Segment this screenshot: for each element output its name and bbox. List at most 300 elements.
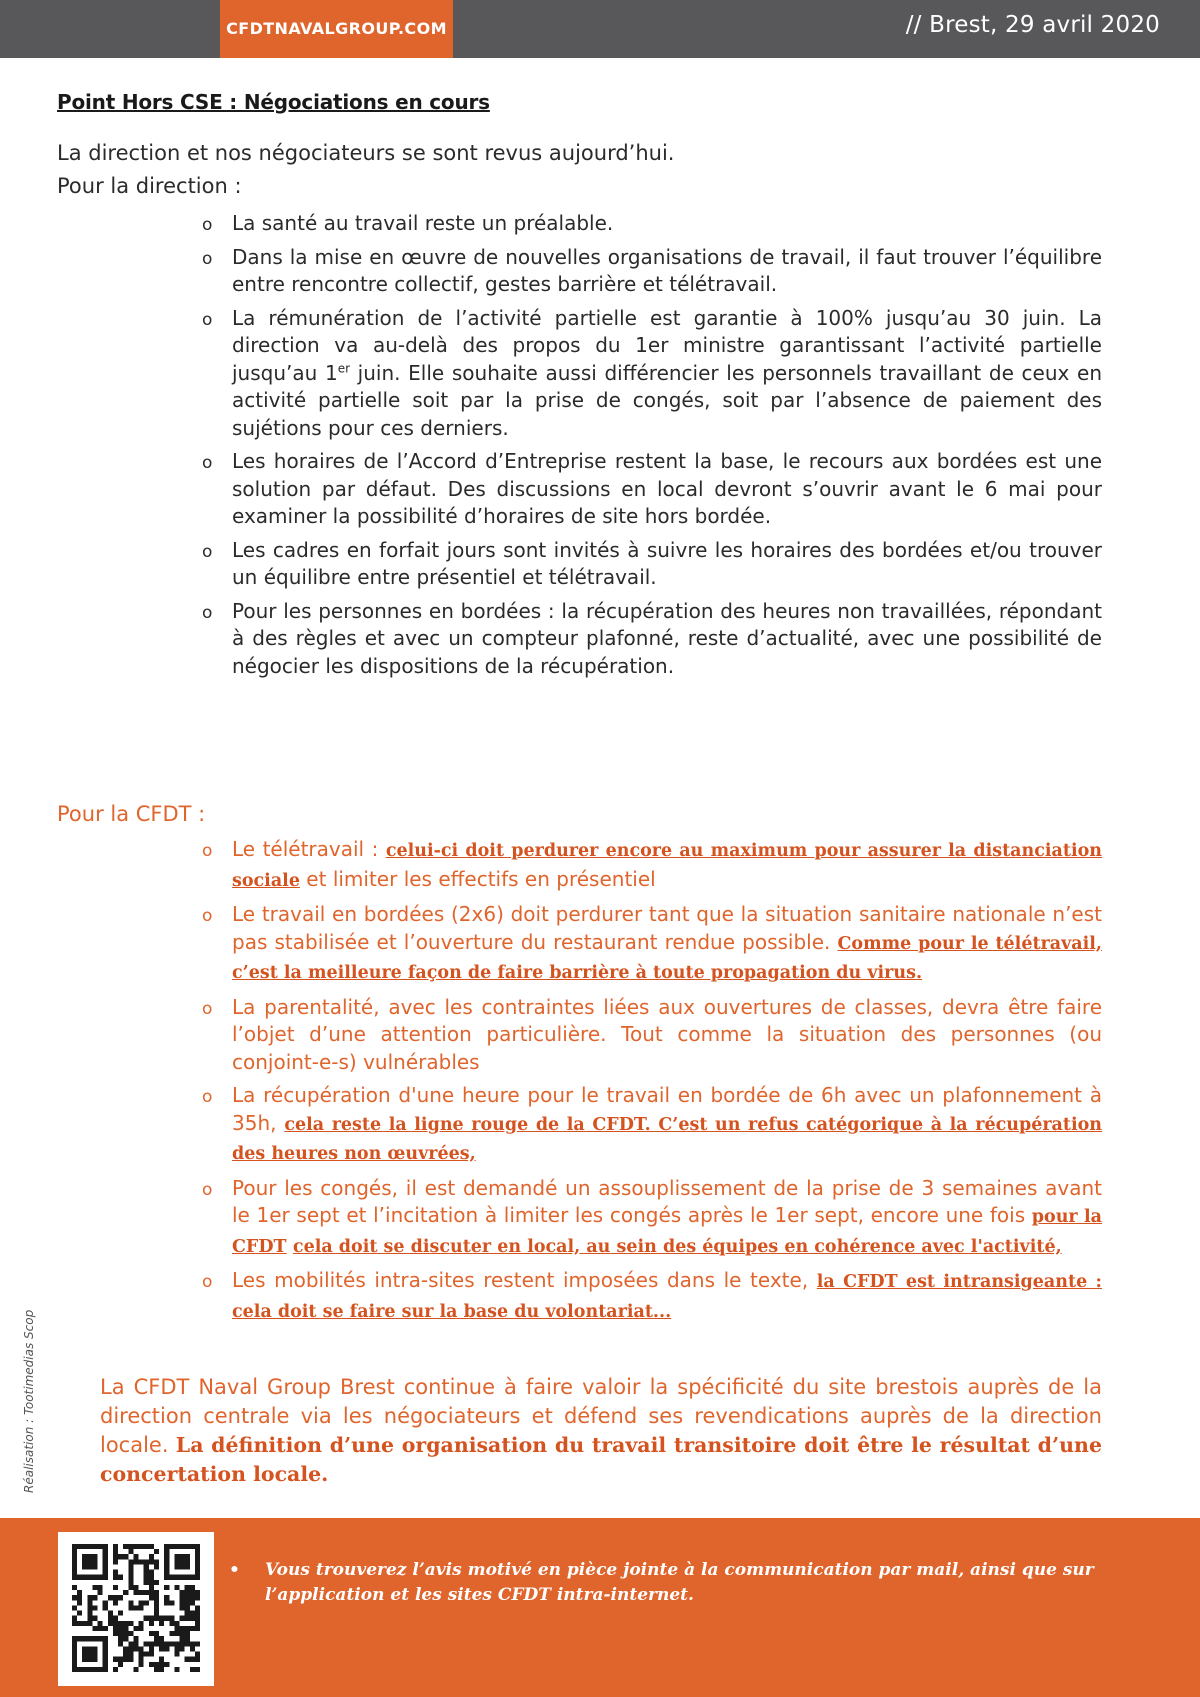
qr-module <box>169 1600 174 1605</box>
qr-module <box>164 1600 169 1605</box>
qr-module <box>159 1657 164 1662</box>
qr-module <box>118 1631 123 1636</box>
footer-band <box>0 1518 1200 1697</box>
circle-bullet-icon: o <box>202 841 213 861</box>
qr-module <box>103 1564 108 1569</box>
qr-module <box>72 1575 77 1580</box>
qr-module <box>164 1595 169 1600</box>
qr-module <box>123 1621 128 1626</box>
conclusion-paragraph: La CFDT Naval Group Brest continue à faire valoir la spécificité du site brestois auprès de la direction centrale via les négociateurs et défend ses revendications auprès de la direction locale. La définition d’une organisation du travail transitoire doit être le résultat d’une concertation locale. <box>100 1375 1103 1486</box>
qr-module <box>195 1641 200 1646</box>
qr-module <box>98 1626 103 1631</box>
list-item: o Les mobilités intra-sites restent imposées dans le texte, la CFDT est intransigeante : cela doit se faire sur la base du volontariat... <box>202 1268 1102 1322</box>
qr-module <box>185 1631 190 1636</box>
qr-module <box>108 1595 113 1600</box>
qr-module <box>87 1600 92 1605</box>
qr-module <box>113 1549 118 1554</box>
qr-module <box>123 1657 128 1662</box>
qr-module <box>190 1600 195 1605</box>
qr-module <box>82 1564 87 1569</box>
qr-module <box>195 1554 200 1559</box>
qr-module <box>139 1605 144 1610</box>
qr-module <box>128 1600 133 1605</box>
list-item: o Dans la mise en œuvre de nouvelles organisations de travail, il faut trouver l’équilibre entre rencontre collectif, gestes barrière et télétravail. <box>202 244 1102 296</box>
qr-module <box>92 1657 97 1662</box>
qr-module <box>133 1636 138 1641</box>
qr-module <box>195 1549 200 1554</box>
list-item: o Le télétravail : celui-ci doit perdurer encore au maximum pour assurer la distanciation sociale et limiter les effectifs en présentiel <box>202 837 1102 891</box>
qr-module <box>180 1646 185 1651</box>
qr-module <box>118 1662 123 1667</box>
qr-module <box>133 1590 138 1595</box>
qr-module <box>72 1544 77 1549</box>
qr-module <box>195 1657 200 1662</box>
list-item: o Pour les personnes en bordées : la récupération des heures non travaillées, répondant à des règles et avec un compteur plafonné, reste d’actualité, avec une possibilité de négocier les dispositions de la récupération. <box>202 598 1102 678</box>
qr-module <box>185 1564 190 1569</box>
qr-module <box>87 1554 92 1559</box>
qr-module <box>82 1554 87 1559</box>
qr-module <box>133 1559 138 1564</box>
qr-module <box>133 1554 138 1559</box>
qr-module <box>164 1585 169 1590</box>
qr-module <box>164 1544 169 1549</box>
qr-module <box>92 1564 97 1569</box>
qr-module <box>154 1580 159 1585</box>
qr-module <box>82 1667 87 1672</box>
qr-module <box>87 1667 92 1672</box>
qr-module <box>72 1662 77 1667</box>
qr-module <box>174 1554 179 1559</box>
qr-module <box>77 1595 82 1600</box>
qr-module <box>87 1657 92 1662</box>
qr-module <box>149 1570 154 1575</box>
qr-module <box>77 1636 82 1641</box>
qr-module <box>92 1636 97 1641</box>
circle-bullet-icon: o <box>202 1179 213 1200</box>
qr-module <box>185 1626 190 1631</box>
qr-module <box>195 1544 200 1549</box>
qr-module <box>190 1575 195 1580</box>
qr-module <box>144 1616 149 1621</box>
qr-module <box>195 1621 200 1626</box>
list-item: o Les horaires de l’Accord d’Entreprise restent la base, le recours aux bordées est une solution par défaut. Des discussions en local devront s’ouvrir avant le 6 mai pour examiner la possibilité d’horaires de site hors bordée. <box>202 449 1102 528</box>
production-credit: Réalisation : Tootimedias Scop <box>22 1309 36 1493</box>
qr-module <box>87 1595 92 1600</box>
qr-module <box>144 1570 149 1575</box>
qr-module <box>128 1549 133 1554</box>
qr-module <box>87 1564 92 1569</box>
qr-module <box>180 1590 185 1595</box>
page-title: Point Hors CSE : Négociations en cours <box>57 90 490 114</box>
qr-module <box>72 1667 77 1672</box>
qr-module <box>118 1554 123 1559</box>
list-item: o Les cadres en forfait jours sont invités à suivre les horaires des bordées et/ou trouver un équilibre entre présentiel et télétravail. <box>202 537 1102 589</box>
qr-module <box>128 1605 133 1610</box>
qr-module <box>92 1559 97 1564</box>
qr-module <box>92 1652 97 1657</box>
qr-module <box>98 1585 103 1590</box>
qr-module <box>144 1600 149 1605</box>
qr-module <box>149 1616 154 1621</box>
qr-module <box>113 1621 118 1626</box>
qr-module <box>149 1641 154 1646</box>
qr-module <box>123 1626 128 1631</box>
qr-module <box>154 1600 159 1605</box>
qr-module <box>108 1621 113 1626</box>
circle-bullet-icon: o <box>202 309 213 330</box>
qr-module <box>113 1559 118 1564</box>
qr-module <box>128 1575 133 1580</box>
qr-module <box>92 1585 97 1590</box>
qr-module <box>190 1590 195 1595</box>
qr-module <box>190 1595 195 1600</box>
qr-module <box>123 1652 128 1657</box>
qr-module <box>82 1621 87 1626</box>
qr-module <box>164 1662 169 1667</box>
qr-module <box>180 1575 185 1580</box>
qr-module <box>185 1554 190 1559</box>
qr-module <box>174 1667 179 1672</box>
qr-module <box>82 1636 87 1641</box>
qr-module <box>113 1631 118 1636</box>
qr-module <box>149 1621 154 1626</box>
qr-module <box>87 1652 92 1657</box>
qr-module <box>149 1631 154 1636</box>
qr-module <box>77 1667 82 1672</box>
qr-module <box>180 1544 185 1549</box>
qr-module <box>185 1616 190 1621</box>
qr-module <box>195 1575 200 1580</box>
qr-module <box>113 1657 118 1662</box>
qr-module <box>174 1626 179 1631</box>
qr-module <box>103 1657 108 1662</box>
qr-module <box>190 1626 195 1631</box>
qr-module <box>103 1605 108 1610</box>
qr-module <box>185 1605 190 1610</box>
qr-module <box>118 1626 123 1631</box>
qr-module <box>87 1646 92 1651</box>
qr-module <box>164 1646 169 1651</box>
qr-module <box>72 1641 77 1646</box>
circle-bullet-icon: o <box>202 453 213 473</box>
qr-module <box>118 1595 123 1600</box>
qr-module <box>92 1595 97 1600</box>
qr-module <box>169 1544 174 1549</box>
qr-module <box>159 1646 164 1651</box>
qr-module <box>154 1662 159 1667</box>
qr-module <box>103 1662 108 1667</box>
qr-module <box>149 1559 154 1564</box>
list-item: o La récupération d'une heure pour le travail en bordée de 6h avec un plafonnement à 35h, cela reste la ligne rouge de la CFDT. C’est un refus catégorique à la récupération des heures non œuvrées, <box>202 1083 1103 1164</box>
qr-module <box>149 1590 154 1595</box>
qr-module <box>113 1554 118 1559</box>
qr-module <box>72 1554 77 1559</box>
circle-bullet-icon: o <box>202 602 213 623</box>
list-item: o Le travail en bordées (2x6) doit perdurer tant que la situation sanitaire nationale n’est pas stabilisée et l’ouverture du restaurant rendue possible. Comme pour le télétravail, c’est la meilleure façon de faire barrière à toute propagation du virus. <box>202 902 1102 983</box>
qr-module <box>77 1621 82 1626</box>
qr-module <box>82 1544 87 1549</box>
qr-module <box>154 1590 159 1595</box>
qr-module <box>164 1570 169 1575</box>
list-item: o La parentalité, avec les contraintes liées aux ouvertures de classes, devra être faire l’objet d’une attention particulière. Tout comme la situation des personnes (ou conjoint-e-s) vulnérables <box>202 994 1102 1074</box>
list-item: o La rémunération de l’activité partielle est garantie à 100% jusqu’au 30 juin. La direction va au-delà des propos du 1er ministre garantissant l’activité partielle jusqu’au 1er juin. Elle souhaite aussi différencier les personnels travaillant de ceux en activité partielle soit par la prise de congés, soit par l’absence de paiement des sujétions pour ces derniers. <box>202 305 1102 440</box>
qr-module <box>77 1611 82 1616</box>
qr-module <box>113 1575 118 1580</box>
qr-module <box>149 1580 154 1585</box>
intro-line: La direction et nos négociateurs se sont revus aujourd’hui. <box>57 141 675 165</box>
qr-module <box>92 1605 97 1610</box>
qr-module <box>149 1652 154 1657</box>
qr-module <box>72 1559 77 1564</box>
qr-module <box>180 1554 185 1559</box>
qr-code-graphic <box>72 1544 200 1672</box>
qr-module <box>72 1621 77 1626</box>
qr-module <box>103 1549 108 1554</box>
qr-module <box>185 1590 190 1595</box>
qr-module <box>133 1605 138 1610</box>
qr-module <box>72 1595 77 1600</box>
qr-module <box>82 1575 87 1580</box>
circle-bullet-icon: o <box>202 1087 213 1107</box>
qr-module <box>133 1585 138 1590</box>
qr-module <box>87 1605 92 1610</box>
qr-module <box>149 1554 154 1559</box>
qr-module <box>108 1616 113 1621</box>
qr-module <box>98 1667 103 1672</box>
qr-module <box>159 1616 164 1621</box>
qr-module <box>180 1626 185 1631</box>
qr-module <box>169 1575 174 1580</box>
qr-module <box>82 1652 87 1657</box>
qr-module <box>72 1605 77 1610</box>
qr-module <box>144 1544 149 1549</box>
qr-module <box>87 1616 92 1621</box>
qr-module <box>164 1554 169 1559</box>
qr-module <box>159 1641 164 1646</box>
qr-module <box>92 1616 97 1621</box>
qr-module <box>103 1559 108 1564</box>
qr-module <box>103 1636 108 1641</box>
qr-module <box>113 1595 118 1600</box>
qr-module <box>77 1575 82 1580</box>
qr-module <box>174 1646 179 1651</box>
qr-module <box>72 1616 77 1621</box>
qr-module <box>154 1631 159 1636</box>
qr-module <box>108 1611 113 1616</box>
qr-module <box>174 1631 179 1636</box>
qr-module <box>149 1575 154 1580</box>
qr-module <box>195 1667 200 1672</box>
qr-module <box>118 1636 123 1641</box>
qr-module <box>154 1636 159 1641</box>
qr-module <box>72 1585 77 1590</box>
qr-module <box>174 1652 179 1657</box>
qr-module <box>92 1626 97 1631</box>
qr-module <box>133 1544 138 1549</box>
qr-module <box>133 1641 138 1646</box>
qr-module <box>82 1657 87 1662</box>
qr-module <box>159 1621 164 1626</box>
qr-module <box>154 1564 159 1569</box>
qr-module <box>195 1605 200 1610</box>
qr-module <box>195 1652 200 1657</box>
qr-module <box>180 1641 185 1646</box>
qr-module <box>195 1564 200 1569</box>
qr-module <box>159 1636 164 1641</box>
qr-module <box>103 1575 108 1580</box>
qr-module <box>159 1662 164 1667</box>
qr-module <box>103 1641 108 1646</box>
qr-module <box>139 1646 144 1651</box>
qr-module <box>164 1641 169 1646</box>
qr-module <box>98 1621 103 1626</box>
qr-module <box>190 1611 195 1616</box>
qr-module <box>190 1544 195 1549</box>
qr-module <box>139 1662 144 1667</box>
qr-module <box>180 1605 185 1610</box>
qr-module <box>72 1564 77 1569</box>
footer-note-list <box>229 1558 1105 1608</box>
qr-module <box>185 1611 190 1616</box>
qr-module <box>87 1544 92 1549</box>
qr-module <box>185 1585 190 1590</box>
qr-module <box>180 1595 185 1600</box>
qr-module <box>195 1595 200 1600</box>
qr-module <box>139 1652 144 1657</box>
qr-module <box>180 1631 185 1636</box>
qr-module <box>87 1575 92 1580</box>
qr-module <box>139 1600 144 1605</box>
qr-module <box>118 1657 123 1662</box>
qr-module <box>92 1554 97 1559</box>
qr-module <box>92 1575 97 1580</box>
qr-module <box>72 1652 77 1657</box>
qr-module <box>185 1636 190 1641</box>
cfdt-list <box>202 836 1103 1332</box>
dateline: // Brest, 29 avril 2020 <box>905 12 1160 38</box>
qr-module <box>123 1554 128 1559</box>
qr-module <box>159 1667 164 1672</box>
qr-module <box>118 1575 123 1580</box>
qr-module <box>139 1657 144 1662</box>
circle-bullet-icon: o <box>202 1272 213 1292</box>
qr-module <box>128 1544 133 1549</box>
qr-module <box>113 1585 118 1590</box>
qr-module <box>103 1600 108 1605</box>
qr-module <box>164 1549 169 1554</box>
qr-module <box>98 1590 103 1595</box>
qr-module <box>87 1621 92 1626</box>
qr-module <box>154 1559 159 1564</box>
qr-module <box>164 1616 169 1621</box>
qr-module <box>190 1641 195 1646</box>
qr-module <box>139 1544 144 1549</box>
qr-module <box>185 1657 190 1662</box>
qr-module <box>139 1590 144 1595</box>
qr-code-icon[interactable] <box>58 1532 214 1686</box>
direction-heading: Pour la direction : <box>57 174 242 198</box>
circle-bullet-icon: o <box>202 906 213 926</box>
qr-module <box>77 1590 82 1595</box>
qr-module <box>92 1667 97 1672</box>
qr-module <box>174 1544 179 1549</box>
qr-module <box>169 1621 174 1626</box>
qr-module <box>118 1621 123 1626</box>
qr-module <box>174 1559 179 1564</box>
qr-module <box>98 1636 103 1641</box>
qr-module <box>98 1575 103 1580</box>
qr-module <box>113 1616 118 1621</box>
qr-module <box>128 1621 133 1626</box>
qr-module <box>113 1544 118 1549</box>
qr-module <box>123 1646 128 1651</box>
qr-module <box>190 1616 195 1621</box>
qr-module <box>113 1600 118 1605</box>
qr-module <box>144 1652 149 1657</box>
qr-module <box>195 1611 200 1616</box>
qr-module <box>133 1667 138 1672</box>
qr-module <box>92 1646 97 1651</box>
qr-module <box>154 1641 159 1646</box>
qr-module <box>103 1570 108 1575</box>
qr-module <box>144 1590 149 1595</box>
qr-module <box>154 1667 159 1672</box>
qr-module <box>190 1667 195 1672</box>
qr-module <box>154 1611 159 1616</box>
qr-module <box>190 1646 195 1651</box>
qr-module <box>128 1641 133 1646</box>
qr-module <box>185 1559 190 1564</box>
qr-module <box>195 1626 200 1631</box>
qr-module <box>185 1600 190 1605</box>
qr-module <box>113 1667 118 1672</box>
qr-module <box>180 1600 185 1605</box>
qr-module <box>164 1575 169 1580</box>
qr-module <box>103 1544 108 1549</box>
direction-list <box>202 210 1102 686</box>
qr-module <box>118 1641 123 1646</box>
qr-module <box>185 1595 190 1600</box>
qr-module <box>87 1636 92 1641</box>
qr-module <box>149 1595 154 1600</box>
qr-module <box>185 1575 190 1580</box>
qr-module <box>174 1641 179 1646</box>
qr-module <box>149 1585 154 1590</box>
qr-module <box>103 1554 108 1559</box>
list-item: o Pour les congés, il est demandé un assouplissement de la prise de 3 semaines avant le 1er sept et l’incitation à limiter les congés après le 1er sept, encore une fois pour la CFDT cela doit se discuter en local, au sein des équipes en cohérence avec l'activité, <box>202 1175 1103 1257</box>
qr-module <box>195 1559 200 1564</box>
qr-module <box>154 1549 159 1554</box>
qr-module <box>149 1662 154 1667</box>
qr-module <box>180 1616 185 1621</box>
qr-module <box>144 1559 149 1564</box>
qr-module <box>164 1559 169 1564</box>
qr-module <box>128 1585 133 1590</box>
qr-module <box>164 1564 169 1569</box>
site-url-tab[interactable]: CFDTNAVALGROUP.COM <box>220 0 453 58</box>
qr-module <box>195 1616 200 1621</box>
qr-module <box>174 1564 179 1569</box>
qr-module <box>154 1595 159 1600</box>
bullet-dot-icon: • <box>229 1560 240 1580</box>
qr-module <box>103 1652 108 1657</box>
qr-module <box>128 1580 133 1585</box>
qr-module <box>128 1631 133 1636</box>
qr-module <box>128 1646 133 1651</box>
qr-module <box>128 1564 133 1569</box>
qr-module <box>87 1611 92 1616</box>
qr-module <box>195 1570 200 1575</box>
